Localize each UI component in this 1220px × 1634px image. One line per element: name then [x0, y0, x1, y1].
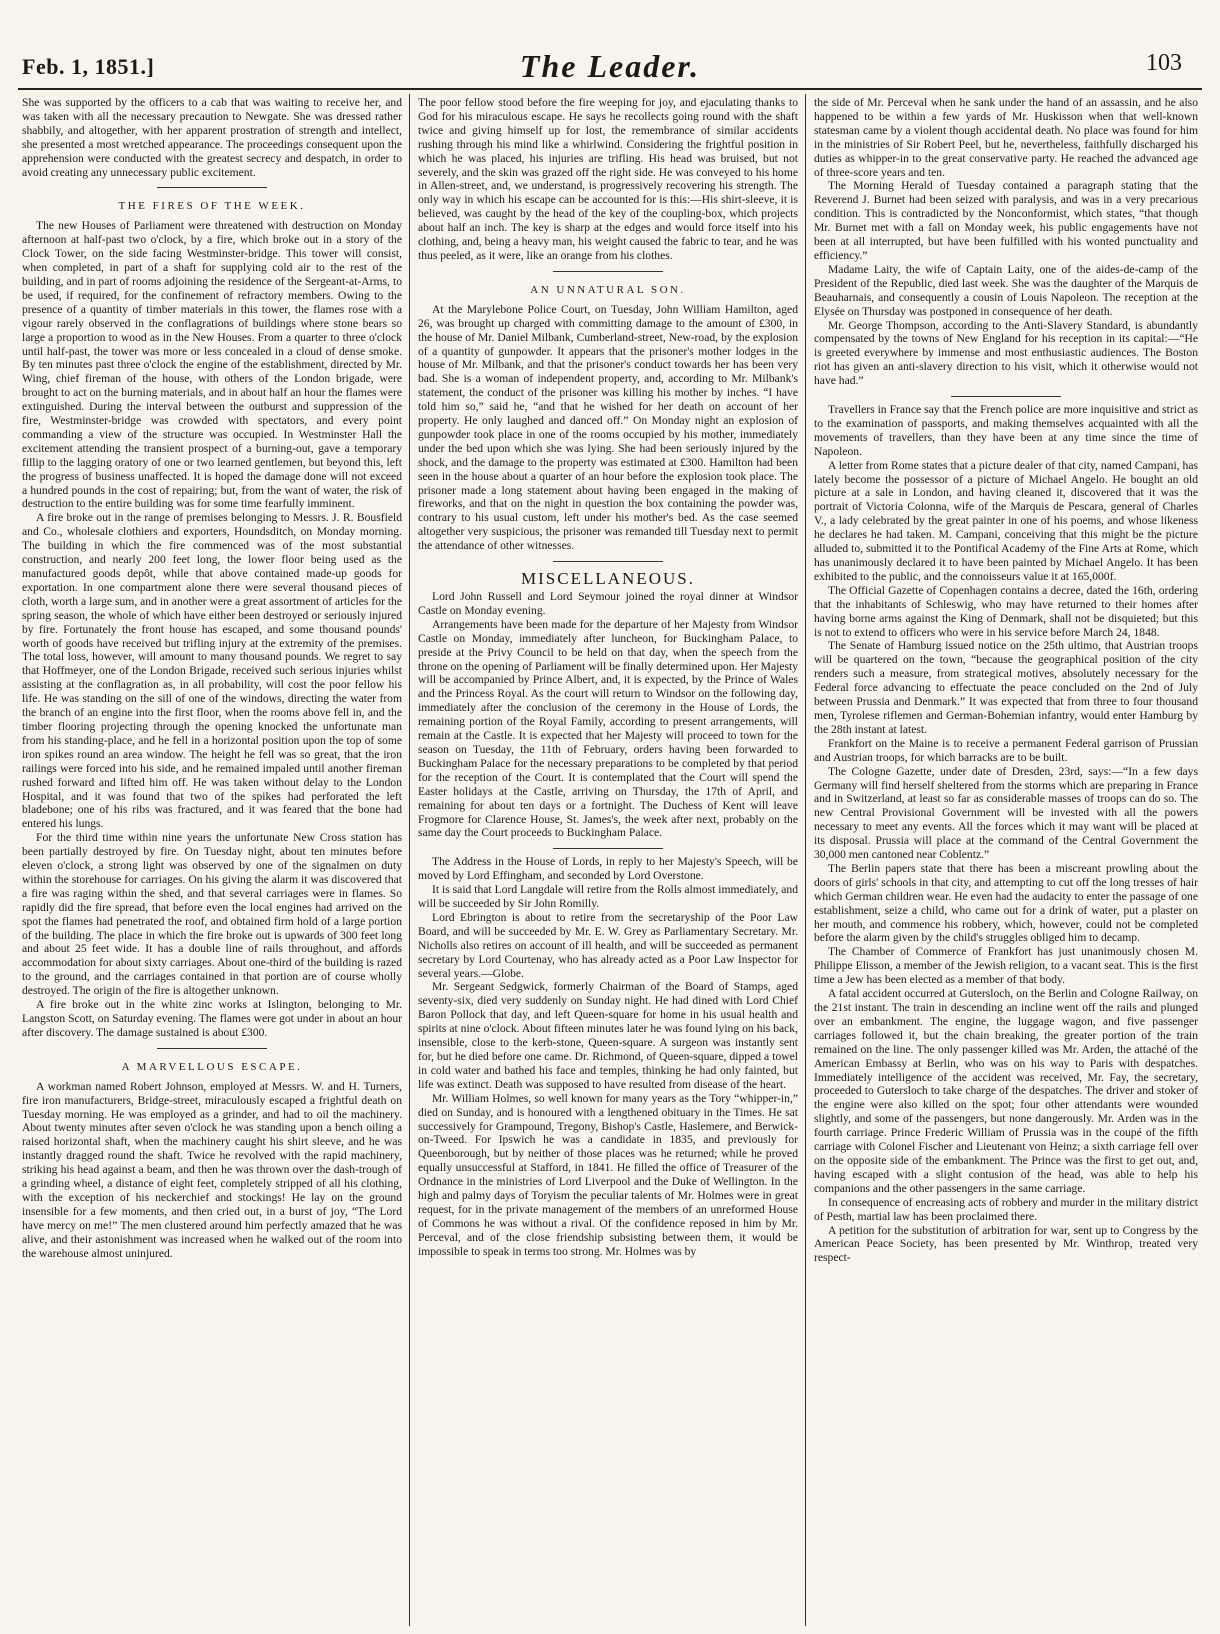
paragraph: Mr. George Thompson, according to the Anti-Slavery Standard, is abundantly compensated by the towns of New England for his reception in its capital:—“He is greeted everywhere by immense and most enthusiastic audiences. The Boston riot has given an anti-slavery direction to his visit, which it otherwise would not have had.” [814, 318, 1198, 388]
section-separator [553, 561, 663, 562]
paragraph: The Official Gazette of Copenhagen contains a decree, dated the 16th, ordering that the inhabitants of Schleswig, who may have returned to their homes after having borne arms against the King of Denmark, shall not be disquieted; but this is not to extend to officers who were in his service before March 24, 1848. [814, 583, 1198, 639]
paragraph: The Address in the House of Lords, in reply to her Majesty's Speech, will be moved by Lord Effingham, and seconded by Lord Overstone. [418, 855, 798, 883]
paragraph: At the Marylebone Police Court, on Tuesday, John William Hamilton, aged 26, was brought up charged with committing damage to the amount of £300, in the house of Mr. Daniel Milbank, Cumberland-street, New-road, by the explosion of a quantity of gunpowder. It appears that the prisoner's mother lodges in the house of Mr. Milbank, and that the prisoner's conduct towards her has been very bad. She is a woman of independent property, and, according to Mr. Milbank's statement, the conduct of the prisoner was killing his mother by inches. “I have told him so,” said he, “and that he wished for her death on account of her property. He only laughed and danced off.” On Monday night an explosion of gunpowder took place in one of the rooms occupied by his mother, immediately under the bed upon which she was lying. She had been seriously injured by the shock, and the damage to the property was estimated at £300. Hamilton had been seen in the house about a quarter of an hour before the explosion took place. The prisoner made a long statement about having been engaged in the making of fireworks, and that on the night in question the box containing the powder was, contrary to his usual custom, left under his mother's bed. As the case seemed altogether very suspicious, the prisoner was remanded till Tuesday next to permit the attendance of other witnesses. [418, 302, 798, 553]
paragraph: A petition for the substitution of arbitration for war, sent up to Congress by the American Peace Society, has been presented by Mr. Winthrop, treated very respect- [814, 1223, 1198, 1265]
section-heading-fires: THE FIRES OF THE WEEK. [118, 200, 306, 213]
section-separator [553, 271, 663, 272]
paragraph: Mr. Sergeant Sedgwick, formerly Chairman of the Board of Stamps, aged seventy-six, died very suddenly on Sunday night. He had dined with Lord Chief Baron Pollock that day, and left Queen-square for home in his usual health and spirits at nine o'clock. About fifteen minutes later he was found lying on his back, insensible, close to the kerb-stone, Queen-square. A surgeon was instantly sent for, but he died before one came. Dr. Richmond, of Queen-square, dipped a towel in cold water and bathed his face and temples, thinking he had only fainted, but life was extinct. Death was supposed to have resulted from disease of the heart. [418, 980, 798, 1091]
article-continuation: The poor fellow stood before the fire weeping for joy, and ejaculating thanks to God for his miraculous escape. He says he recollects going round with the shaft twice and giving himself up for lost, the remembrance of similar accidents rushing through his mind like a whirlwind. Considering the frightful position in which he was placed, his injuries are trifling. His head was bruised, but not severely, and the skin was grazed off the right side. He was conveyed to his home in Allen-street, and, we understand, is progressively recovering his strength. The only way in which his escape can be accounted for is this:—His shirt-sleeve, it is believed, was caught by the head of the key of the coupling-box, which projects about half an inch. The key is sharp at the edges and would force itself into his clothing, and, being a heavy man, his weight caused the fabric to tear, and he was thus peeled, as it were, like an orange from his clothes. [418, 96, 798, 262]
paragraph: A fire broke out in the white zinc works at Islington, belonging to Mr. Langston Scott, on Saturday evening. The flames were got under in about an hour after discovery. The damage sustained is about £300. [22, 998, 402, 1039]
issue-date: Feb. 1, 1851.] [22, 54, 155, 79]
column-divider [409, 94, 410, 1626]
section-separator [157, 187, 267, 188]
paragraph: Arrangements have been made for the departure of her Majesty from Windsor Castle on Monday, immediately after luncheon, for Buckingham Palace, to preside at the Privy Council to be held on that day, when the speech from the throne on the opening of Parliament will be finally determined upon. Her Majesty will be accompanied by Prince Albert, and, it is expected, by the Prince of Wales and the Princess Royal. As the court will return to Windsor on the following day, immediately after the conclusion of the ceremony in the House of Lords, the remaining portion of the Royal Family, according to present arrangements, will remain at the Castle. It is expected that her Majesty will proceed to town for the season on Tuesday, the 11th of February, orders having been forwarded to Buckingham Palace for the necessary preparations to be completed by that period for the reception of the Court. It is contemplated that the Court will spend the Easter holidays at the Castle, arriving on Thursday, the 17th of April, and remaining for about ten days or a fortnight. The Duchess of Kent will leave Frogmore for Clarence House, St. James's, the week after next, probably on the same day the Court proceeds to Buckingham Palace. [418, 617, 798, 840]
paragraph: It is said that Lord Langdale will retire from the Rolls almost immediately, and will be succeeded by Sir John Romilly. [418, 883, 798, 911]
paragraph: In consequence of encreasing acts of robbery and murder in the military district of Pesth, martial law has been proclaimed there. [814, 1195, 1198, 1223]
paragraph: For the third time within nine years the unfortunate New Cross station has been partially destroyed by fire. On Tuesday night, about ten minutes before eleven o'clock, a strong light was observed by one of the signalmen on duty within the storehouse for carriages. On his giving the alarm it was discovered that a fire was raging within the shed, and that several carriages were in flames. So rapidly did the fire spread, that before even the local engines had arrived on the spot the flames had penetrated the roof, and obtained firm hold of a large portion of the building. The place in which the fire broke out is upwards of 300 feet long and about 25 feet wide. It has a double line of rails throughout, and affords accommodation for about sixty carriages. About one-third of the building is razed to the ground, and the carriages contained in that portion are of course wholly destroyed. The origin of the fire is altogether unknown. [22, 831, 402, 998]
section-heading-miscellaneous: MISCELLANEOUS. [521, 569, 695, 589]
header-rule [18, 88, 1202, 90]
column-3 [814, 96, 1198, 1626]
masthead: The Leader. [519, 48, 701, 84]
paragraph: Frankfort on the Maine is to receive a permanent Federal garrison of Prussian and Austrian troops, for which barracks are to be built. [814, 736, 1198, 764]
section-separator [157, 1048, 267, 1049]
section-heading-escape: A MARVELLOUS ESCAPE. [121, 1060, 303, 1073]
page-header [18, 40, 1202, 84]
paragraph: Travellers in France say that the French police are more inquisitive and strict as to the examination of passports, and making themselves acquainted with all the movements of travellers, than they have been at any time since the time of Napoleon. [814, 403, 1198, 458]
paragraph: A workman named Robert Johnson, employed at Messrs. W. and H. Turners, fire iron manufacturers, Bridge-street, miraculously escaped a frightful death on Tuesday morning. He was employed as a grinder, and had to oil the machinery. About twenty minutes after seven o'clock he was standing upon a bench oiling a raised horizontal shaft, when the machinery caught his shirt sleeve, and he was instantly dragged round the shaft. Twice he revolved with the rapid machinery, striking his head against a beam, and then he was thrown over the dash-trough of a grinding wheel, a distance of eight feet, completely stripped of all his clothing, with the exception of his neckerchief and stockings! He lay on the ground insensible for a few moments, and then cried out, in a burst of joy, “The Lord have mercy on me!” The men clustered around him perfectly amazed that he was alive, and their astonishment was increased when he walked out of the room into the warehouse almost uninjured. [22, 1079, 402, 1260]
page-number: 103 [1146, 50, 1182, 76]
paragraph: The Berlin papers state that there has been a miscreant prowling about the doors of girls' schools in that city, and attempting to cut off the long tresses of hair which German children wear. He even had the audacity to enter the passage of one establishment, seize a child, who came out for a drink of water, put a plaster on her mouth, and commence his robbery, which, however, could not be completed before the alarm given by the child's struggles obliged him to decamp. [814, 861, 1198, 945]
column-1 [22, 96, 402, 1626]
section-separator [951, 396, 1061, 397]
paragraph: The Senate of Hamburg issued notice on the 25th ultimo, that Austrian troops will be quartered on the town, “because the geographical position of the city renders such a measure, from strategical motives, absolutely necessary for the Federal force advancing to effectuate the peace concluded on the 2nd of July between Prussia and Denmark.” It was expected that from three to four thousand men, Tyrolese riflemen and German-Bohemian infantry, would enter Hamburg by the 28th instant at latest. [814, 639, 1198, 736]
column-2 [418, 96, 798, 1626]
paragraph: The new Houses of Parliament were threatened with destruction on Monday afternoon at half-past two o'clock, by a fire, which broke out in a story of the Clock Tower, on the side facing Westminster-bridge. This tower will consist, when completed, in part of a shaft for supplying cold air to the rest of the building, and in part of rooms adjoining the residence of the Sergeant-at-Arms, to be used, if required, for the confinement of refractory members. Owing to the presence of a quantity of timber materials in this tower, the flames rose with a vigour rarely observed in the conflagrations of buildings where stone bears so large a proportion to wood as in the New Houses. From a quarter to three o'clock until half-past, the tower was more or less concealed in a cloud of dense smoke. By ten minutes past three o'clock the engine of the establishment, directed by Mr. Wing, chief fireman of the house, with others of the London brigade, were brought to act on the burning materials, and in about half an hour the flames were extinguished. During the interval between the outburst and suppression of the fire, Westminster-bridge was crowded with spectators, and every point commanding a view of the structure was occupied. In Westminster Hall the excitement attending the transient prospect of a burning-out, gave a temporary fillip to the lagging oratory of one or two learned gentlemen, but beyond this, left the progress of business unaffected. It is hoped the damage done will not exceed a hundred pounds in the cost of repairing; but, from the want of water, the risk of destruction to the entire building was for some time fearfully imminent. [22, 219, 402, 511]
paragraph: A letter from Rome states that a picture dealer of that city, named Campani, has lately become the possessor of a picture of Michael Angelo. He bought an old picture at a sale in London, and having cleaned it, discovered that it was the portrait of Victoria Colonna, wife of the Marquis de Pescara, general of Charles V., a lady celebrated by the great painter in one of his poems, and whose likeness he declares he had taken. M. Campani, conceiving that this might be the picture alluded to, submitted it to the Pontifical Academy of the Fine Arts at Rome, which has unanimously declared it to have been painted by Michael Angelo. It has been exhibited to the public, and the connoisseurs value it at 165,000f. [814, 458, 1198, 583]
paragraph: Lord John Russell and Lord Seymour joined the royal dinner at Windsor Castle on Monday evening. [418, 590, 798, 617]
paragraph: A fatal accident occurred at Gutersloch, on the Berlin and Cologne Railway, on the 21st instant. The train in descending an incline went off the rails and plunged over an embankment. The engine, the luggage wagon, and five passenger carriages followed it, but the chain breaking, the greater portion of the train remained on the line. The only passenger killed was Mr. Arden, the attaché of the American Embassy at Berlin, who was on his way to Paris with despatches. Immediately intelligence of the accident was received, Mr. Fay, the secretary, proceeded to Gutersloch to take charge of the despatches. The driver and stoker of the engine were also killed on the spot; four other attendants were wounded slightly, and some of the passengers, but none dangerously. Mr. Arden was in the fourth carriage. Prince Frederic William of Prussia was in the coupé of the fifth carriage with Colonel Fischer and Lieutenant von Heinz; a sixth carriage fell over on the opposite side of the embankment. The Prince was the first to get out, and, having escaped with a slight contusion of the head, was able to help his companions and the other passengers in the same carriage. [814, 987, 1198, 1195]
column-divider [805, 94, 806, 1626]
paragraph: A fire broke out in the range of premises belonging to Messrs. J. R. Bousfield and Co., wholesale clothiers and exporters, Houndsditch, on Monday morning. The building in which the fire commenced was of the most substantial construction, and nearly 200 feet long, the lower floor being used as the manufactured goods depôt, while that above contained made-up goods for exportation. In one compartment alone there were several thousand pieces of cloth, worth a large sum, and in another were a great assortment of articles for the spring season, the whole of which have either been destroyed or seriously injured by fire. Fortunately the front house has escaped, and some thousand pounds' worth of goods have received but trifling injury at the extremity of the premises. The total loss, however, will amount to many thousand pounds. We regret to say that Hoffmeyer, one of the London Brigade, received such serious injuries whilst assisting at the conflagration as, in all probability, will cost the poor fellow his life. He was standing on the sill of one of the windows, directing the water from the branch of an engine into the first floor, when the rooms above fell in, and the timber flooring projecting through the opening knocked the unfortunate man from his standing-place, and he fell in a horizontal position upon the top of some iron spikes round an area window. The height he fell was so great, that the iron railings were forced into his side, and he remained impaled until another fireman rushed forward and lifted him off. He was taken without delay to the London Hospital, and it was found that two of the spikes had perforated the left bladebone; one of his ribs was fractured, and it was feared that the bone had entered his lungs. [22, 511, 402, 831]
article-continuation: the side of Mr. Perceval when he sank under the hand of an assassin, and he also happened to be within a few yards of Mr. Huskisson when that well-known statesman came by a violent though accidental death. No place was found for him in the ministries of Sir Robert Peel, but he, nevertheless, faithfully discharged his duties as whipper-in to the great conservative party. He reached the advanced age of three-score years and ten. [814, 96, 1198, 179]
paragraph: Lord Ebrington is about to retire from the secretaryship of the Poor Law Board, and will be succeeded by Mr. E. W. Grey as Parliamentary Secretary. Mr. Nicholls also retires on account of ill health, and will be succeeded as permanent secretary by Lord Courtenay, who has already acted as a Poor Law Inspector for several years.—Globe. [418, 910, 798, 980]
article-continuation: She was supported by the officers to a cab that was waiting to receive her, and was taken with all the necessary precaution to Newgate. She was dressed rather shabbily, and altogether, with her apparent prostration of strength and intellect, she presented a most wretched appearance. The proceedings consequent upon the apprehension were conducted with the greatest secrecy and despatch, in order to avoid creating any unnecessary public excitement. [22, 96, 402, 179]
section-separator [553, 848, 663, 849]
paragraph: Madame Laity, the wife of Captain Laity, one of the aides-de-camp of the President of the Republic, died last week. She was the daughter of the Marquis de Beauharnais, and consequently a cousin of Louis Napoleon. The reception at the Elysée on Thursday was postponed in consequence of her death. [814, 262, 1198, 318]
paragraph: The Cologne Gazette, under date of Dresden, 23rd, says:—“In a few days Germany will find herself sheltered from the storms which are preparing in France and in Switzerland, at least so far as considerable masses of troops can do so. The new Central Provisional Government will be invested with all the powers necessary to meet any events. All the forces which it may want will be placed at its disposal. Prussia will place at the command of the Central Government the 30,000 men cantoned near Coblentz.” [814, 764, 1198, 862]
paragraph: The Morning Herald of Tuesday contained a paragraph stating that the Reverend J. Burnet had been seized with paralysis, and was in a very precarious condition. This is contradicted by the Nonconformist, which states, “that though Mr. Burnet met with a fall on Monday week, his public engagements have not been at all interrupted, but have been fulfilled with his wonted punctuality and efficiency.” [814, 179, 1198, 262]
paragraph: The Chamber of Commerce of Frankfort has just unanimously chosen M. Philippe Elisson, a member of the Jewish religion, to a vacant seat. This is the first time a Jew has been elected as a member of that body. [814, 945, 1198, 987]
paragraph: Mr. William Holmes, so well known for many years as the Tory “whipper-in,” died on Sunday, and is honoured with a lengthened obituary in the Times. He sat successively for Grampound, Tregony, Bishop's Castle, Haslemere, and Berwick-on-Tweed. For Ipswich he was a candidate in 1835, and previously for Queenborough, but by neither of those places was he returned; while he proved equally unsuccessful at Stafford, in 1841. He filled the office of Treasurer of the Ordnance in the ministries of Lord Liverpool and the Duke of Wellington. In the high and palmy days of Toryism the peculiar talents of Mr. Holmes were in great request, for in the private management of the members of an unreformed House of Commons he was without a rival. Of the confidence reposed in him by Mr. Perceval, and of the close friendship subsisting between them, it would be impossible to speak in terms too strong. Mr. Holmes was by [418, 1091, 798, 1258]
section-heading-son: AN UNNATURAL SON. [530, 283, 686, 296]
